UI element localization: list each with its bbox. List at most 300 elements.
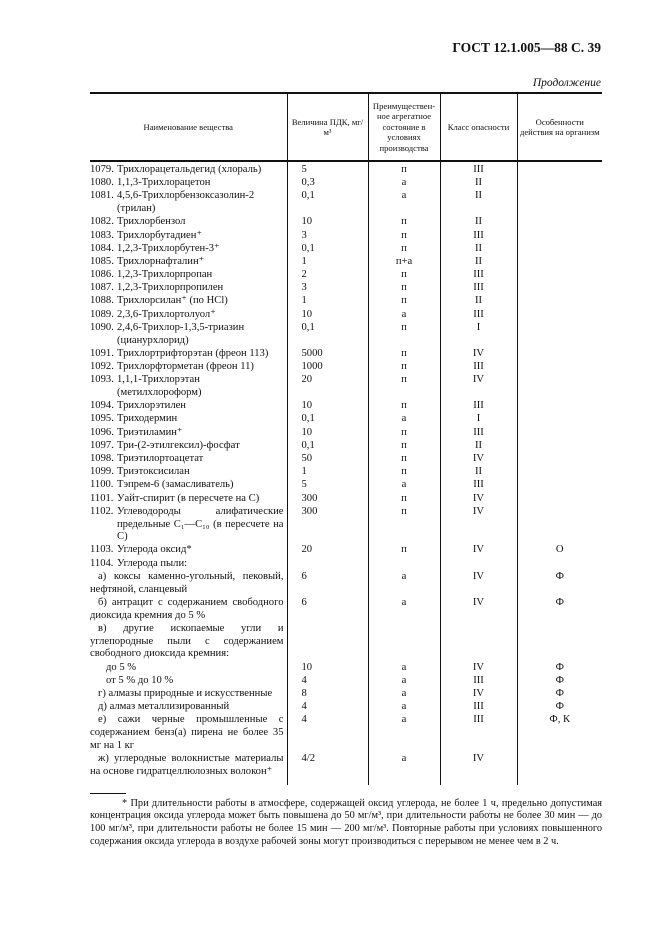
aggregate-state: а <box>368 309 440 322</box>
effect-on-body <box>517 282 602 295</box>
table-row <box>90 413 602 426</box>
table-row <box>90 256 602 269</box>
substance-number: 1088. <box>90 295 114 307</box>
footnote-separator <box>90 793 126 794</box>
aggregate-state: п <box>368 269 440 282</box>
hazard-class: II <box>440 177 517 190</box>
table-row <box>90 230 602 243</box>
pdk-value: 4 <box>287 714 368 753</box>
substance-cell <box>90 230 287 243</box>
substance-cell <box>90 216 287 229</box>
substance-cell <box>90 256 287 269</box>
substance-cell <box>90 597 287 623</box>
aggregate-state: п <box>368 453 440 466</box>
substance-cell <box>90 322 287 348</box>
aggregate-state: п <box>368 361 440 374</box>
hazard-class: IV <box>440 597 517 623</box>
pdk-value: 5000 <box>287 348 368 361</box>
substance-name: Трихлорбутадиен⁺ <box>117 229 202 241</box>
aggregate-state: а <box>368 675 440 688</box>
pdk-value: 50 <box>287 453 368 466</box>
hazard-class: II <box>440 243 517 256</box>
substance-name: 4,5,6-Трихлорбензоксазолин-2 (трилан) <box>117 190 255 215</box>
substance-cell <box>90 413 287 426</box>
aggregate-state: а <box>368 662 440 675</box>
column-header-class: Класс опасности <box>440 93 517 161</box>
substance-cell <box>90 688 287 701</box>
table-row <box>90 714 602 753</box>
pdk-value: 5 <box>287 479 368 492</box>
substance-name: в) другие ископаемые угли и углепородные пыли с содержанием свободного диоксида кремния: <box>90 622 284 660</box>
pdk-value: 8 <box>287 688 368 701</box>
hazard-class: III <box>440 230 517 243</box>
substance-name: Уайт-спирит (в пересчете на С) <box>117 492 260 504</box>
page-body <box>90 92 602 848</box>
table-row <box>90 453 602 466</box>
effect-on-body: Ф <box>517 597 602 623</box>
pdk-value: 20 <box>287 544 368 557</box>
effect-on-body <box>517 295 602 308</box>
pdk-value: 0,1 <box>287 243 368 256</box>
effect-on-body <box>517 506 602 545</box>
substance-number: 1086. <box>90 269 114 281</box>
aggregate-state: а <box>368 597 440 623</box>
substance-number: 1091. <box>90 347 114 359</box>
aggregate-state: п <box>368 216 440 229</box>
aggregate-state: п <box>368 440 440 453</box>
substance-number: 1101. <box>90 492 114 504</box>
substance-cell <box>90 558 287 571</box>
substance-number: 1089. <box>90 308 114 320</box>
aggregate-state: а <box>368 571 440 597</box>
pdk-value: 1 <box>287 256 368 269</box>
substance-cell <box>90 466 287 479</box>
substance-entry <box>90 466 287 479</box>
pdk-value: 0,3 <box>287 177 368 190</box>
column-header-effect: Особенности действия на организм <box>517 93 602 161</box>
substance-entry <box>90 269 287 282</box>
table-row <box>90 216 602 229</box>
pdk-value: 4 <box>287 675 368 688</box>
aggregate-state: а <box>368 479 440 492</box>
effect-on-body <box>517 753 602 785</box>
substance-name: 1,2,3-Трихлорбутен-3⁺ <box>117 242 220 254</box>
footnote: * При длительности работы в атмосфере, содержащей оксид углерода, не более 1 ч, предельно допустимая концентрация оксида углерода может быть повышена до 50 мг/м³, при длительности работы не более 30 мин — до 100 мг/м³, при длительности работы не более 15 мин — 200 мг/м³. Повторные работы при условиях повышенного содержания оксида углерода в воздухе рабочей зоны могут производиться с перерывом не менее чем в 2 ч. <box>90 797 602 847</box>
substance-number: 1083. <box>90 229 114 241</box>
substance-number: 1081. <box>90 190 114 202</box>
hazard-class: IV <box>440 753 517 785</box>
effect-on-body <box>517 479 602 492</box>
substance-name: е) сажи черные промышленные с содержанием бенз(а) пирена не более 35 мг на 1 кг <box>90 714 284 751</box>
effect-on-body <box>517 427 602 440</box>
pdk-value: 0,1 <box>287 322 368 348</box>
table-row <box>90 558 602 571</box>
table-row <box>90 493 602 506</box>
effect-on-body <box>517 348 602 361</box>
effect-on-body <box>517 269 602 282</box>
pdk-value <box>287 623 368 662</box>
substance-entry <box>90 177 287 190</box>
effect-on-body <box>517 322 602 348</box>
substance-name: Трихлорсилан⁺ (по HCl) <box>117 295 228 307</box>
pdk-value: 3 <box>287 282 368 295</box>
hazard-class: III <box>440 282 517 295</box>
substance-entry <box>90 506 287 544</box>
hazard-class: III <box>440 714 517 753</box>
substance-entry <box>90 322 287 348</box>
pdk-value: 10 <box>287 427 368 440</box>
substance-entry <box>90 374 287 400</box>
effect-on-body <box>517 243 602 256</box>
aggregate-state: п <box>368 282 440 295</box>
substance-number: 1104. <box>90 557 114 569</box>
table-row <box>90 400 602 413</box>
substance-entry <box>90 282 287 295</box>
aggregate-state: п+а <box>368 256 440 269</box>
substance-number: 1090. <box>90 321 114 333</box>
effect-on-body: Ф <box>517 675 602 688</box>
hazard-class: III <box>440 400 517 413</box>
effect-on-body <box>517 309 602 322</box>
substance-number: 1102. <box>90 505 114 517</box>
table-row <box>90 479 602 492</box>
effect-on-body <box>517 216 602 229</box>
substance-name: 1,2,3-Трихлорпропилен <box>117 282 224 294</box>
substance-cell <box>90 662 287 675</box>
hazard-class: II <box>440 216 517 229</box>
effect-on-body <box>517 177 602 190</box>
hazard-class <box>440 623 517 662</box>
table-row <box>90 662 602 675</box>
table-row <box>90 597 602 623</box>
hazard-class: IV <box>440 506 517 545</box>
pdk-value: 0,1 <box>287 190 368 216</box>
hazard-class: III <box>440 479 517 492</box>
substance-number: 1097. <box>90 439 114 451</box>
aggregate-state: а <box>368 413 440 426</box>
table-row <box>90 177 602 190</box>
pdk-value: 10 <box>287 309 368 322</box>
substance-name: Тэпрем-6 (замасливатель) <box>117 479 234 491</box>
hazard-class: IV <box>440 374 517 400</box>
substance-name: Углеводороды алифатические предельные С₁—С₁₀ (в пересчете на С) <box>117 505 284 543</box>
pdk-value: 6 <box>287 571 368 597</box>
substance-name: Трихлортрифторэтан (фреон 113) <box>117 347 269 359</box>
substance-cell <box>90 190 287 216</box>
hazard-class: III <box>440 161 517 177</box>
table-row <box>90 688 602 701</box>
substance-entry <box>90 164 287 177</box>
table-row <box>90 295 602 308</box>
table-row <box>90 440 602 453</box>
hazard-class: IV <box>440 348 517 361</box>
effect-on-body: Ф, К <box>517 714 602 753</box>
substance-cell <box>90 623 287 662</box>
aggregate-state: п <box>368 493 440 506</box>
aggregate-state: п <box>368 348 440 361</box>
substance-name: 1,1,1-Трихлорэтан (метилхлороформ) <box>117 374 202 399</box>
substance-entry <box>90 230 287 243</box>
substance-cell <box>90 544 287 557</box>
hazard-class: III <box>440 427 517 440</box>
substance-cell <box>90 675 287 688</box>
substance-name: 2,3,6-Трихлортолуол⁺ <box>117 308 216 320</box>
pdk-value: 4 <box>287 701 368 714</box>
effect-on-body <box>517 440 602 453</box>
effect-on-body <box>517 493 602 506</box>
hazard-class: III <box>440 269 517 282</box>
hazard-class: IV <box>440 662 517 675</box>
substance-name: г) алмазы природные и искусственные <box>98 687 273 699</box>
effect-on-body <box>517 400 602 413</box>
substance-name: Триходермин <box>117 413 178 425</box>
substance-cell <box>90 479 287 492</box>
hazard-class: I <box>440 413 517 426</box>
hazard-class: II <box>440 295 517 308</box>
table-row <box>90 190 602 216</box>
effect-on-body <box>517 230 602 243</box>
aggregate-state <box>368 623 440 662</box>
table-row <box>90 701 602 714</box>
aggregate-state: п <box>368 161 440 177</box>
substance-name: Триэтилортоацетат <box>117 452 204 464</box>
aggregate-state: п <box>368 427 440 440</box>
aggregate-state: п <box>368 230 440 243</box>
aggregate-state: а <box>368 190 440 216</box>
substance-number: 1103. <box>90 544 114 556</box>
table-row <box>90 675 602 688</box>
table-row <box>90 322 602 348</box>
substance-number: 1092. <box>90 361 114 373</box>
aggregate-state: а <box>368 688 440 701</box>
aggregate-state: а <box>368 753 440 785</box>
substance-name: Углерода пыли: <box>117 557 188 569</box>
substance-entry <box>90 427 287 440</box>
substance-entry <box>90 413 287 426</box>
pdk-value: 4/2 <box>287 753 368 785</box>
substance-cell <box>90 571 287 597</box>
substance-cell <box>90 161 287 177</box>
pdk-value <box>287 558 368 571</box>
aggregate-state: а <box>368 701 440 714</box>
substance-name: ж) углеродные волокнистые материалы на основе гидратцеллюлозных волокон⁺ <box>90 753 284 777</box>
pdk-value: 0,1 <box>287 440 368 453</box>
table-row <box>90 753 602 785</box>
hazard-class: II <box>440 190 517 216</box>
effect-on-body: Ф <box>517 571 602 597</box>
table-row <box>90 374 602 400</box>
substance-name: 2,4,6-Трихлор-1,3,5-триазин (цианурхлорид) <box>117 321 245 346</box>
hazard-class: I <box>440 322 517 348</box>
table-row <box>90 269 602 282</box>
substance-name: 1,1,3-Трихлорацетон <box>117 177 211 189</box>
substance-name: а) коксы каменно-угольный, пековый, нефтяной, сланцевый <box>90 570 284 595</box>
pdk-value: 0,1 <box>287 413 368 426</box>
hazard-class: II <box>440 256 517 269</box>
substance-entry <box>90 544 287 557</box>
effect-on-body: Ф <box>517 701 602 714</box>
aggregate-state: п <box>368 506 440 545</box>
substance-cell <box>90 453 287 466</box>
substance-name: д) алмаз металлизированный <box>98 701 230 713</box>
aggregate-state: п <box>368 322 440 348</box>
substance-cell <box>90 177 287 190</box>
substance-name: Трихлорнафталин⁺ <box>117 255 205 267</box>
table-row <box>90 361 602 374</box>
table-header-row <box>90 93 602 161</box>
effect-on-body <box>517 413 602 426</box>
aggregate-state: п <box>368 466 440 479</box>
substance-number: 1082. <box>90 216 114 228</box>
substance-number: 1087. <box>90 282 114 294</box>
substance-entry <box>90 440 287 453</box>
effect-on-body <box>517 256 602 269</box>
substance-cell <box>90 714 287 753</box>
substance-entry <box>90 295 287 308</box>
substance-cell <box>90 348 287 361</box>
aggregate-state: а <box>368 714 440 753</box>
substance-number: 1099. <box>90 466 114 478</box>
pdk-value: 6 <box>287 597 368 623</box>
substance-cell <box>90 361 287 374</box>
effect-on-body <box>517 361 602 374</box>
table-row <box>90 309 602 322</box>
effect-on-body: О <box>517 544 602 557</box>
substance-cell <box>90 493 287 506</box>
aggregate-state: а <box>368 177 440 190</box>
hazard-class: II <box>440 440 517 453</box>
substance-entry <box>90 558 287 571</box>
substance-number: 1093. <box>90 374 114 386</box>
substance-name: Углерода оксид* <box>117 544 192 556</box>
pdk-value: 1000 <box>287 361 368 374</box>
substance-cell <box>90 753 287 785</box>
substance-name: Три-(2-этилгексил)-фосфат <box>117 439 240 451</box>
page-header: ГОСТ 12.1.005—88 С. 39 <box>452 40 601 55</box>
table-row <box>90 506 602 545</box>
hazard-class: III <box>440 361 517 374</box>
substance-number: 1085. <box>90 255 114 267</box>
effect-on-body <box>517 453 602 466</box>
substance-cell <box>90 269 287 282</box>
table-row <box>90 348 602 361</box>
substance-name: Триэтоксисилан <box>117 466 190 478</box>
pdk-value: 10 <box>287 662 368 675</box>
aggregate-state: п <box>368 400 440 413</box>
pdk-value: 1 <box>287 295 368 308</box>
substance-name: от 5 % до 10 % <box>106 674 174 686</box>
hazard-class: IV <box>440 688 517 701</box>
table-row <box>90 466 602 479</box>
substance-cell <box>90 309 287 322</box>
substance-entry <box>90 190 287 216</box>
substance-entry <box>90 400 287 413</box>
substance-name: до 5 % <box>106 661 137 673</box>
hazard-class: III <box>440 675 517 688</box>
effect-on-body <box>517 623 602 662</box>
table-row <box>90 571 602 597</box>
aggregate-state <box>368 558 440 571</box>
substance-cell <box>90 701 287 714</box>
substances-table <box>90 92 602 785</box>
hazard-class <box>440 558 517 571</box>
table-row <box>90 243 602 256</box>
aggregate-state: п <box>368 374 440 400</box>
pdk-value: 1 <box>287 466 368 479</box>
substance-number: 1095. <box>90 413 114 425</box>
pdk-value: 2 <box>287 269 368 282</box>
substance-number: 1084. <box>90 242 114 254</box>
pdk-value: 300 <box>287 506 368 545</box>
effect-on-body <box>517 161 602 177</box>
substance-entry <box>90 453 287 466</box>
effect-on-body <box>517 190 602 216</box>
aggregate-state: п <box>368 243 440 256</box>
table-row <box>90 544 602 557</box>
substance-number: 1096. <box>90 426 114 438</box>
pdk-value: 10 <box>287 400 368 413</box>
column-header-pdk: Величина ПДК, мг/м³ <box>287 93 368 161</box>
substance-name: Трихлорацетальдегид (хлораль) <box>117 164 262 175</box>
hazard-class: IV <box>440 571 517 597</box>
substance-cell <box>90 506 287 545</box>
pdk-value: 10 <box>287 216 368 229</box>
hazard-class: IV <box>440 544 517 557</box>
table-row <box>90 427 602 440</box>
substance-number: 1100. <box>90 479 114 491</box>
substance-cell <box>90 243 287 256</box>
effect-on-body <box>517 466 602 479</box>
hazard-class: IV <box>440 453 517 466</box>
substance-entry <box>90 361 287 374</box>
effect-on-body <box>517 374 602 400</box>
substance-cell <box>90 295 287 308</box>
substance-name: Трихлорбензол <box>117 216 186 228</box>
substance-entry <box>90 243 287 256</box>
hazard-class: II <box>440 466 517 479</box>
substance-name: Трихлорфторметан (фреон 11) <box>117 361 254 373</box>
continuation-label: Продолжение <box>532 77 601 89</box>
column-header-state: Преимущественное агрегатное состояние в условиях производства <box>368 93 440 161</box>
substance-cell <box>90 427 287 440</box>
substance-entry <box>90 216 287 229</box>
substance-cell <box>90 440 287 453</box>
pdk-value: 5 <box>287 161 368 177</box>
substance-name: Трихлорэтилен <box>117 400 186 412</box>
pdk-value: 300 <box>287 493 368 506</box>
substance-number: 1094. <box>90 400 114 412</box>
substance-name: 1,2,3-Трихлорпропан <box>117 269 213 281</box>
substance-cell <box>90 282 287 295</box>
table-row <box>90 161 602 177</box>
substance-name: б) антрацит с содержанием свободного диоксида кремния до 5 % <box>90 596 284 621</box>
effect-on-body: Ф <box>517 688 602 701</box>
hazard-class: III <box>440 309 517 322</box>
substance-entry <box>90 348 287 361</box>
effect-on-body <box>517 558 602 571</box>
hazard-class: IV <box>440 493 517 506</box>
effect-on-body: Ф <box>517 662 602 675</box>
table-row <box>90 282 602 295</box>
aggregate-state: п <box>368 544 440 557</box>
substance-entry <box>90 479 287 492</box>
substance-entry <box>90 256 287 269</box>
substance-number: 1079. <box>90 164 114 175</box>
substance-entry <box>90 309 287 322</box>
substance-cell <box>90 400 287 413</box>
column-header-name: Наименование вещества <box>90 93 287 161</box>
substance-cell <box>90 374 287 400</box>
